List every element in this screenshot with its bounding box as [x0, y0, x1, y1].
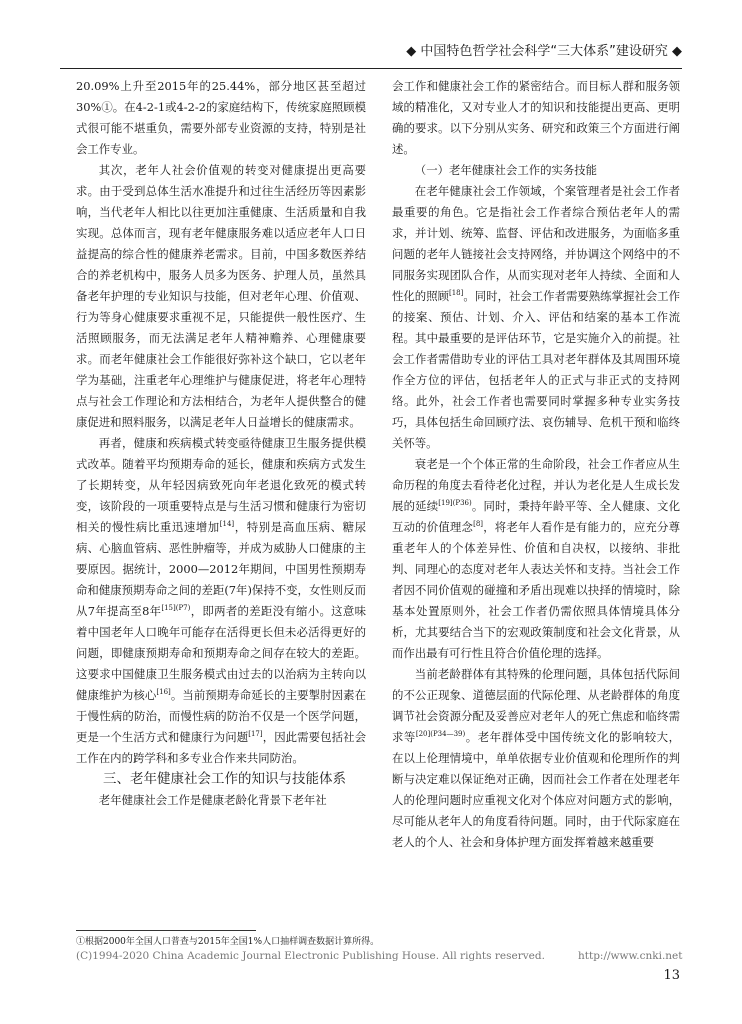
copyright-line: [76, 950, 683, 962]
running-header-title: ◆ 中国特色哲学社会科学“三大体系”建设研究 ◆: [406, 44, 682, 59]
right-p3-text-c: ，将老年人看作是有能力的，应充分尊重老年人的个体差异性、价值和自决权，以接纳、非批判、同理心的态度对老年人表达关怀和支持。当社会工作者因不同价值观的碰撞和矛盾出现难以抉择的情境时，除基本处置原则外，社会工作者仍需依照具体情境具体分析，尤其要结合当下的宏观政策制度和社会文化背景，从而作出最有可行性且符合价值伦理的选择。: [392, 520, 680, 660]
page-number: 13: [663, 968, 680, 983]
citation-ref: [14]: [219, 520, 235, 529]
right-p2-text-b: 。同时，社会工作者需要熟练掌握社会工作的接案、预估、计划、介入、评估和结案的基本工作流程。其中最重要的是评估环节，它是实施介入的前提。社会工作者需借助专业的评估工具对老年群体及其周围环境作全方位的评估，包括老年人的正式与非正式的支持网络。此外，社会工作者也需要同时掌握多种专业实务技巧，具体包括生命回顾疗法、哀伤辅导、危机干预和临终关怀等。: [392, 289, 680, 450]
citation-ref: [18]: [449, 289, 464, 298]
section-heading: 三、老年健康社会工作的知识与技能体系: [103, 771, 346, 787]
right-p4-text-a: 当前老龄群体有其特殊的伦理问题，具体包括代际间的不公正现象、道德层面的代际伦理、从老龄群体的角度调节社会资源分配及妥善应对老年人的死亡焦虑和临终需求等: [392, 667, 680, 744]
citation-ref: [17]: [248, 730, 263, 739]
left-p3-text-e: ，因此需要包括社会工作在内的跨学科和多专业合作来共同防治。: [76, 730, 366, 765]
right-p3-text-a: 衰老是一个个体正常的生命阶段，社会工作者应从生命历程的角度去看待老化过程，并认为老化是人生成长发展的延续: [392, 457, 680, 513]
right-paragraph-2: [392, 181, 680, 454]
left-paragraph-3: [76, 433, 366, 769]
citation-ref: [19](P36): [438, 499, 472, 508]
right-p2-text-a: 在老年健康社会工作领域，个案管理者是社会工作者最重要的角色。它是指社会工作者综合预估老年人的需求，并计划、统筹、监督、评估和改进服务，为面临多重问题的老年人链接社会支持网络，并协调这个网络中的不同服务实现团队合作，从而实现对老年人持续、全面和人性化的照顾: [392, 184, 680, 303]
right-paragraph-4: [392, 664, 680, 853]
left-paragraph-1: 20.09%上升至2015年的25.44%，部分地区甚至超过30%①。在4-2-1或4-2-2的家庭结构下，传统家庭照顾模式很可能不堪重负，需要外部专业资源的支持，特别是社会工作专业。: [76, 79, 366, 156]
left-p3-text-c: ，即两者的差距没有缩小。这意味着中国老年人口晚年可能存在活得更长但未必活得更好的问题，即健康预期寿命和预期寿命之间存在较大的差距。这要求中国健康卫生服务模式由过去的以治病为主转向以健康维护为核心: [76, 604, 366, 702]
left-p3-text-b: ，特别是高血压病、糖尿病、心脑血管病、恶性肿瘤等，并成为威胁人口健康的主要原因。据统计，2000—2012年期间，中国男性预期寿命和健康预期寿命之间的差距(7年)保持不变，女性则反而从7年提高至8年: [76, 520, 366, 618]
right-p3-text-b: 。同时，秉持年龄平等、全人健康、文化互动的价值理念: [392, 499, 680, 534]
left-paragraph-4: 老年健康社会工作是健康老龄化背景下老年社: [98, 793, 327, 807]
left-p3-text-a: 再者，健康和疾病模式转变亟待健康卫生服务提供模式改革。随着平均预期寿命的延长，健康和疾病方式发生了长期转变，从年轻因病致死向年老退化致死的模式转变，该阶段的一项重要特点是与生活习惯和健康行为密切相关的慢性病比重迅速增加: [76, 436, 366, 534]
right-p4-text-b: 。老年群体受中国传统文化的影响较大，在以上伦理情境中，单单依据专业价值观和伦理所作的判断与决定难以保证绝对正确，因而社会工作者在处理老年人的伦理问题时应重视文化对个体应对问题方式的影响，尽可能从老年人的角度看待问题。同时，由于代际家庭在老人的个人、社会和身体护理方面发挥着越来越重要: [392, 730, 680, 849]
right-paragraph-1: 会工作和健康社会工作的紧密结合。而目标人群和服务领域的精准化，又对专业人才的知识和技能提出更高、更明确的要求。以下分别从实务、研究和政策三个方面进行阐述。: [392, 79, 680, 156]
citation-ref: [20](P34—39): [415, 730, 466, 739]
left-column: [76, 76, 366, 811]
left-paragraph-2: 其次，老年人社会价值观的转变对健康提出更高要求。由于受到总体生活水准提升和过往生活经历等因素影响，当代老年人相比以往更加注重健康、生活质量和自我实现。总体而言，现有老年健康服务难以适应老年人口日益提高的综合性的健康养老需求。目前，中国多数医养结合的养老机构中，服务人员多为医务、护理人员，虽然具备老年护理的专业知识与技能，但对老年心理、价值观、行为等身心健康要求重视不足，只能提供一般性医疗、生活照顾服务，而无法满足老年人精神赡养、心理健康要求。而老年健康社会工作能很好弥补这个缺口，它以老年学为基础，注重老年心理维护与健康促进，将老年心理特点与社会工作理论和方法相结合，为老年人提供整合的健康促进和照料服务，以满足老年人日益增长的健康需求。: [76, 163, 366, 429]
copyright-text: (C)1994-2020 China Academic Journal Electronic Publishing House. All rights reserved.: [76, 950, 545, 962]
footnote: ①根据2000年全国人口普查与2015年全国1%人口抽样调查数据计算所得。: [76, 937, 380, 947]
left-p3-text-d: 。当前预期寿命延长的主要掣肘因素在于慢性病的防治，而慢性病的防治不仅是一个医学问题，更是一个生活方式和健康行为问题: [76, 688, 366, 744]
citation-ref: [15](P7): [161, 604, 191, 613]
subsection-heading: （一）老年健康社会工作的实务技能: [414, 163, 598, 177]
citation-ref: [16]: [156, 688, 171, 697]
citation-ref: [8]: [473, 520, 484, 529]
copyright-url: http://www.cnki.net: [578, 950, 683, 962]
footnote-divider: [76, 930, 256, 931]
right-column: [392, 76, 680, 853]
right-paragraph-3: [392, 454, 680, 664]
header-divider: [60, 68, 682, 69]
running-header: [60, 40, 682, 62]
